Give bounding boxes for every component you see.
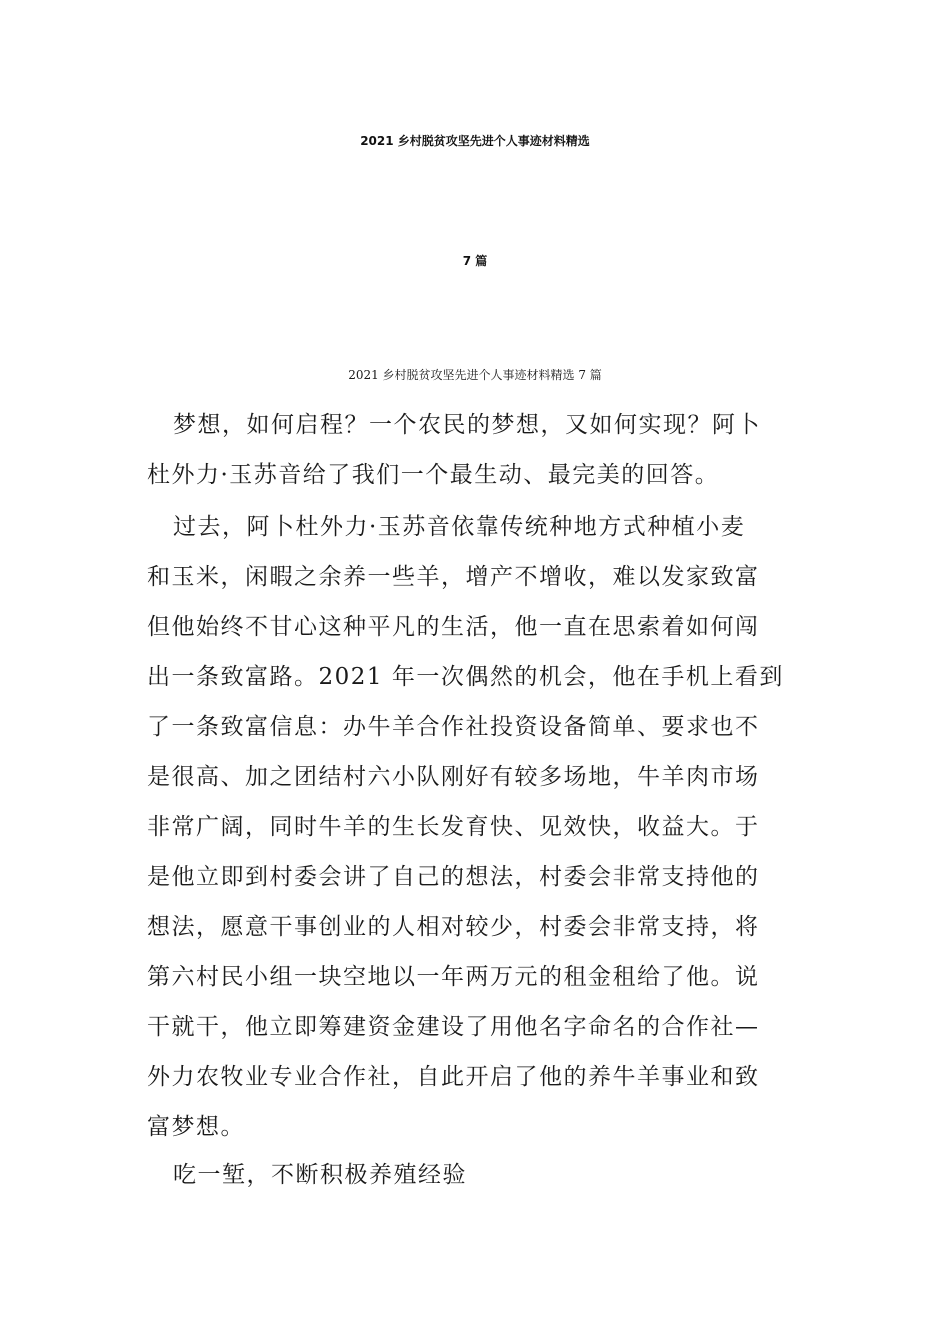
- paragraph-line: 和玉米，闲暇之余养一些羊，增产不增收，难以发家致富: [147, 564, 760, 590]
- paragraph-line: 第六村民小组一块空地以一年两万元的租金租给了他。说: [147, 964, 760, 990]
- paragraph-line: 了一条致富信息：办牛羊合作社投资设备简单、要求也不: [147, 714, 760, 740]
- document-title-line-1: 2021 乡村脱贫攻坚先进个人事迹材料精选: [360, 134, 590, 148]
- paragraph-line: 梦想，如何启程？一个农民的梦想，又如何实现？阿卜: [173, 412, 761, 438]
- paragraph-line: 干就干，他立即筹建资金建设了用他名字命名的合作社—: [147, 1014, 760, 1040]
- paragraph-line: 吃一堑，不断积极养殖经验: [173, 1162, 467, 1188]
- paragraph-line: 想法，愿意干事创业的人相对较少，村委会非常支持，将: [147, 914, 760, 940]
- paragraph-line: 但他始终不甘心这种平凡的生活，他一直在思索着如何闯: [147, 614, 760, 640]
- paragraph-line: 杜外力·玉苏音给了我们一个最生动、最完美的回答。: [147, 462, 720, 488]
- document-subtitle: 2021 乡村脱贫攻坚先进个人事迹材料精选 7 篇: [348, 368, 602, 382]
- paragraph-line: 出一条致富路。2021 年一次偶然的机会，他在手机上看到: [147, 664, 784, 690]
- paragraph-line: 过去，阿卜杜外力·玉苏音依靠传统种地方式种植小麦: [173, 514, 746, 540]
- paragraph-line: 非常广阔，同时牛羊的生长发育快、见效快，收益大。于: [147, 814, 760, 840]
- paragraph-line: 是很高、加之团结村六小队刚好有较多场地，牛羊肉市场: [147, 764, 760, 790]
- paragraph-line: 是他立即到村委会讲了自己的想法，村委会非常支持他的: [147, 864, 760, 890]
- paragraph-line: 外力农牧业专业合作社，自此开启了他的养牛羊事业和致: [147, 1064, 760, 1090]
- document-title-line-2: 7 篇: [462, 254, 488, 268]
- paragraph-line: 富梦想。: [147, 1114, 245, 1140]
